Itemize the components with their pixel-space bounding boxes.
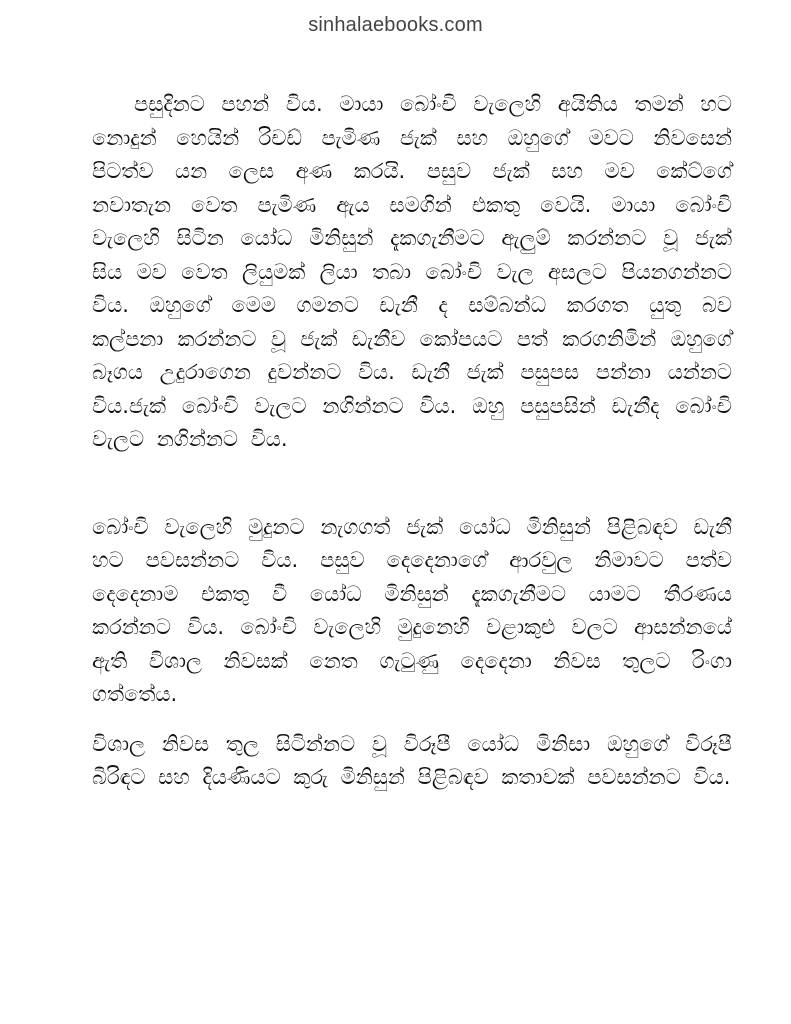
paragraph-3: විශාල නිවස තුල සිටින්නට වූ විරූපී යෝධ මිනිසා ඔහුගේ විරූපී බිරිඳට සහ දියණියට කුරු මිනිසුන් පිළිබඳව කතාවක් පවසන්නට විය.: [92, 731, 732, 789]
paragraph-2: බෝංචි වැලෙහි මුදුනට නැගගත් ජැක් යෝධ මිනිසුන් පිළිබඳව ඩැනී හට පවසන්නට විය. පසුව දෙදෙනාගේ ආරවුල නිමාවට පත්ව දෙදෙනාම එකතු වී යෝධ මිනිසුන් දැකගැනීමට යාමට තීරණය කරන්නට විය. බෝංචි වැලෙහි මුදුනෙහි වළාකුළු වලට ආසන්නයේ ඇති විශාල නිවසක් නෙත ගැටුණු දෙදෙනා නිවස තුලට රිංගා ගත්තේය.: [92, 514, 732, 706]
paragraph-1: පසුදිනට පහන් විය. මායා බෝංචි වැලෙහි අයිතිය තමන් හට නොදුන් හෙයින් රිචඩ් පැමිණ ජැක් සහ ඔහුගේ මවට නිවසෙන් පිටත්ව යන ලෙස අණ කරයි. පසුව ජැක් සහ මව කේට්ගේ නවාතැන වෙත පැමිණ ඇය සමගින් එකතු වෙයි. මායා බෝංචි වැලෙහි සිටින යෝධ මිනිසුන් දැකගැනීමට ඇලුම් කරන්නට වූ ජැක් සිය මව වෙත ලියුමක් ලියා තබා බෝංචි වැල අසලට පියනගන්නට විය. ඔහුගේ මෙම ගමනට ඩැනී ද සම්බන්ධ කරගත යුතු බව කල්පනා කරන්නට වූ ජැක් ඩැනීව කෝපයට පත් කරගනිමින් ඔහුගේ බෑගය උදුරාගෙන දුවන්නට විය. ඩැනී ජැක් පසුපස පන්නා යන්නට විය.ජැක් බෝංචි වැලට නගින්නට විය. ඔහු පසුපසින් ඩැනීද බෝංචි වැලට නගින්නට විය.: [92, 92, 732, 451]
page-body: [92, 88, 732, 795]
site-header: sinhalaebooks.com: [308, 14, 483, 36]
